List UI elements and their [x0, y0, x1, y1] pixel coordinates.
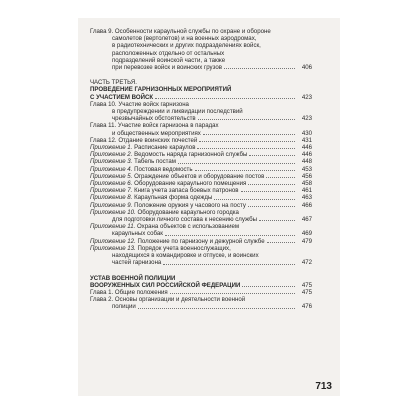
part-label: ЧАСТЬ ТРЕТЬЯ. — [90, 79, 137, 87]
appendix-label: Приложение 11. — [90, 223, 136, 231]
toc-entry-appendix-3 — [90, 158, 312, 165]
entry-line: Глава 10. Участие войск гарнизона — [90, 100, 189, 108]
leader-dots — [248, 184, 295, 185]
page-ref: 472 — [301, 259, 312, 267]
entry-title: Караульная форма одежды — [134, 194, 213, 202]
page-ref: 463 — [301, 194, 312, 202]
appendix-label: Приложение 8. — [90, 194, 133, 202]
toc-entry-appendix-12 — [90, 238, 312, 245]
page-ref: 479 — [301, 237, 312, 245]
page-ref: 466 — [301, 201, 312, 209]
toc-entry-appendix-9 — [90, 202, 312, 209]
page-ref: 469 — [301, 230, 312, 238]
entry-line: Оборудование караульного городка — [137, 208, 239, 216]
military-police-charter-heading — [90, 275, 312, 289]
toc-entry-chapter-10 — [90, 101, 312, 123]
appendix-label: Приложение 1. — [90, 144, 133, 152]
leader-dots — [224, 68, 295, 69]
page-ref: 446 — [301, 144, 312, 152]
toc-entry-appendix-6 — [90, 180, 312, 187]
leader-dots — [195, 170, 295, 171]
leader-dots — [170, 293, 295, 294]
toc-entry-chapter-9 — [90, 28, 312, 71]
appendix-label: Приложение 9. — [90, 201, 133, 209]
entry-line: Глава 2. Основы организации и деятельности военной — [90, 296, 246, 304]
entry-title: Книга учета запаса боевых патронов — [134, 187, 239, 195]
entry-line: Глава 11. Участие войск гарнизона в парадах — [90, 122, 219, 130]
page-ref: 430 — [301, 129, 312, 137]
leader-dots — [259, 220, 295, 221]
book-page — [78, 18, 340, 396]
entry-title: Глава 1. Общие положения — [90, 288, 168, 296]
appendix-label: Приложение 12. — [90, 237, 136, 245]
charter-title: УСТАВ ВОЕННОЙ ПОЛИЦИИ — [90, 274, 176, 282]
leader-dots — [165, 235, 295, 236]
page-ref: 475 — [301, 288, 312, 296]
leader-dots — [163, 264, 295, 265]
leader-dots — [155, 98, 295, 99]
leader-dots — [178, 163, 295, 164]
entry-line: в предупреждении и ликвидации последствий — [112, 108, 243, 116]
page-ref: 458 — [301, 180, 312, 188]
entry-line: частей гарнизона — [112, 259, 162, 267]
entry-line: чрезвычайных обстоятельств — [112, 115, 196, 123]
toc-entry-appendix-13 — [90, 245, 312, 267]
appendix-label: Приложение 3. — [90, 158, 133, 166]
leader-dots — [198, 119, 295, 120]
appendix-label: Приложение 7. — [90, 187, 133, 195]
part-three-heading — [90, 79, 312, 101]
page-ref: 456 — [301, 172, 312, 180]
toc-entry-chapter-11 — [90, 122, 312, 136]
entry-line: при перевозке войск и воинских грузов — [112, 64, 222, 72]
table-of-contents — [90, 28, 312, 311]
leader-dots — [249, 155, 295, 156]
entry-title: Постовая ведомость — [134, 165, 193, 173]
appendix-label: Приложение 4. — [90, 165, 133, 173]
appendix-label: Приложение 2. — [90, 151, 133, 159]
leader-dots — [197, 148, 295, 149]
page-ref: 453 — [301, 165, 312, 173]
entry-line: и общественных мероприятиях — [112, 129, 201, 137]
leader-dots — [138, 308, 295, 309]
toc-entry-appendix-1 — [90, 144, 312, 151]
toc-entry-appendix-2 — [90, 151, 312, 158]
toc-entry-appendix-10 — [90, 209, 312, 223]
part-title: ПРОВЕДЕНИЕ ГАРНИЗОННЫХ МЕРОПРИЯТИЙ — [90, 86, 232, 94]
page-ref: 476 — [301, 303, 312, 311]
page-number: 713 — [315, 380, 332, 392]
page-ref: 423 — [301, 115, 312, 123]
entry-line: Порядок учета военнослужащих, — [137, 244, 231, 252]
leader-dots — [267, 242, 295, 243]
entry-line: караульных собак — [112, 230, 163, 238]
toc-entry-appendix-8 — [90, 194, 312, 201]
entry-line: подразделений воинской части, а также — [112, 56, 226, 64]
entry-title: Табель постам — [134, 158, 176, 166]
entry-title: Ведомость наряда гарнизонной службы — [134, 151, 248, 159]
leader-dots — [203, 134, 295, 135]
entry-line: Глава 9. Особенности караульной службы по охране и обороне — [90, 28, 271, 35]
leader-dots — [241, 191, 295, 192]
toc-entry-appendix-5 — [90, 173, 312, 180]
page-ref: 431 — [301, 136, 312, 144]
leader-dots — [248, 206, 295, 207]
page-ref: 475 — [301, 281, 312, 289]
toc-entry-chapter-12 — [90, 137, 312, 144]
part-title: С УЧАСТИЕМ ВОЙСК — [90, 93, 154, 101]
page-ref: 406 — [301, 64, 312, 72]
page-ref: 461 — [301, 187, 312, 195]
page-ref: 423 — [301, 93, 312, 101]
page-ref: 446 — [301, 151, 312, 159]
toc-entry-police-chapter-2 — [90, 296, 312, 310]
entry-title: Ограждение объектов и оборудование постов — [134, 172, 265, 180]
toc-entry-appendix-11 — [90, 223, 312, 237]
appendix-label: Приложение 6. — [90, 180, 133, 188]
toc-entry-appendix-7 — [90, 187, 312, 194]
leader-dots — [214, 199, 295, 200]
appendix-label: Приложение 5. — [90, 172, 133, 180]
entry-line: для подготовки личного состава к несению службы — [112, 216, 257, 224]
page-ref: 448 — [301, 158, 312, 166]
entry-line: находящихся в командировке и отпуске, и воинских — [112, 252, 259, 260]
toc-entry-appendix-4 — [90, 166, 312, 173]
toc-entry-police-chapter-1 — [90, 289, 312, 296]
entry-line: расположенных отдельно от остальных — [112, 49, 225, 57]
charter-title: ВООРУЖЕННЫХ СИЛ РОССИЙСКОЙ ФЕДЕРАЦИИ — [90, 281, 241, 289]
entry-title: Положение оружия у часового на посту — [134, 201, 246, 209]
appendix-label: Приложение 10. — [90, 208, 136, 216]
entry-line: в радиотехнических и других подразделениях войск, — [112, 42, 261, 50]
leader-dots — [199, 141, 295, 142]
page-ref: 467 — [301, 216, 312, 224]
appendix-label: Приложение 13. — [90, 244, 136, 252]
entry-line: полиции — [112, 303, 136, 311]
leader-dots — [242, 286, 295, 287]
entry-title: Расписание караулов — [134, 144, 196, 152]
entry-title: Положение по гарнизону и дежурной службе — [137, 237, 265, 245]
entry-line: самолетов (вертолетов) и на военных аэродромах, — [112, 35, 257, 43]
entry-title: Оборудование караульного помещения — [134, 180, 247, 188]
entry-title: Глава 12. Отдание воинских почестей — [90, 136, 198, 144]
leader-dots — [266, 177, 295, 178]
entry-line: Охрана объектов с использованием — [137, 223, 240, 231]
